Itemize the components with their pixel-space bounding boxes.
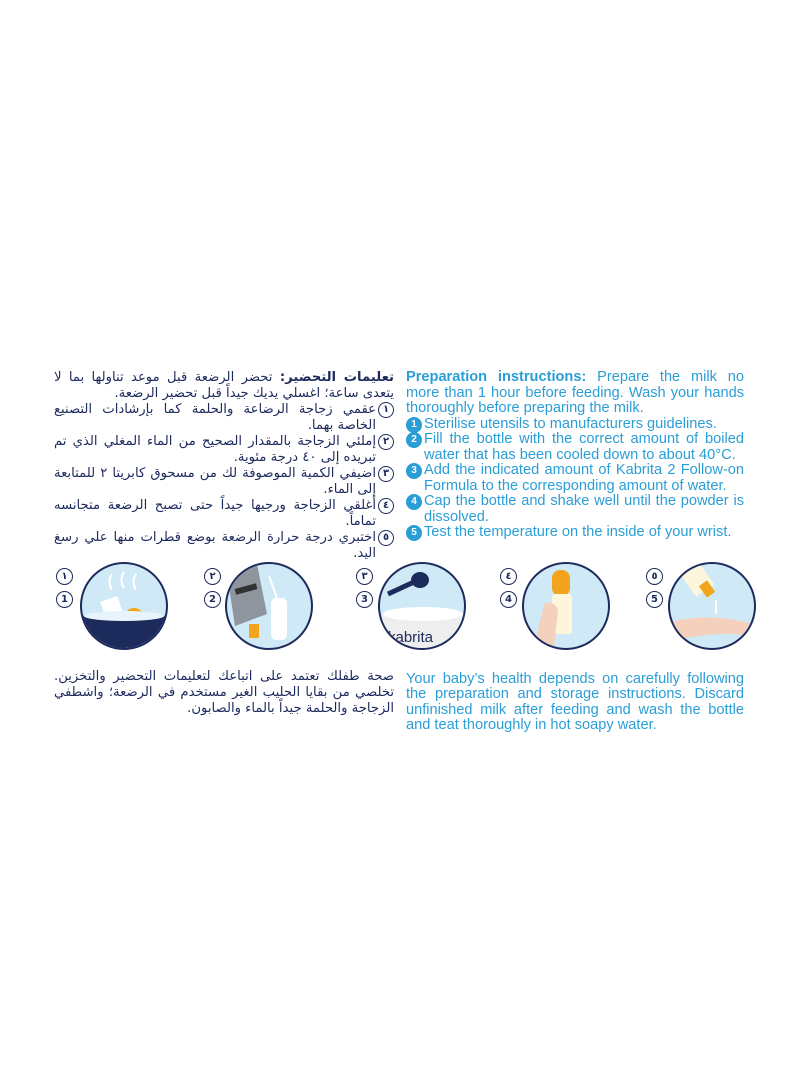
- arabic-step-3: ٣ اضيفي الكمية الموصوفة لك من مسحوق كابريتا ٢ للمتابعة إلى الماء.: [54, 466, 394, 498]
- step-5-labels: ٥ 5: [646, 568, 664, 614]
- arabic-step-4: ٤ أغلقي الزجاجة ورجيها جيداً حتى تصبح الرضعة متجانسه تماماً.: [54, 498, 394, 530]
- scoop-tin-icon: [378, 562, 466, 650]
- arabic-heading: تعليمات التحضير:: [279, 370, 395, 385]
- english-step-5: 5 Test the temperature on the inside of your wrist.: [406, 525, 744, 541]
- step-1-labels: ١ 1: [56, 568, 74, 614]
- step-3-labels: ٣ 3: [356, 568, 374, 614]
- wrist-test-icon: [668, 562, 756, 650]
- arabic-step-5: ٥ اختبري درجة حرارة الرضعة بوضع قطرات منها علي رسغ اليد.: [54, 530, 394, 562]
- arabic-intro: تحضر الرضعة قبل موعد تناولها بما لا يتعدى ساعة؛ اغسلي يديك جيداً قبل تحضير الرضعة.: [54, 370, 394, 401]
- arabic-footer: صحة طفلك تعتمد على اتباعك لتعليمات التحضير والتخزين. تخلصي من بقايا الحليب الغير مستخدم في الرضعة؛ واشطفي الزجاجة والحلمة جيداً بالماء والصابون.: [54, 669, 394, 717]
- english-step-3: 3 Add the indicated amount of Kabrita 2 Follow-on Formula to the corresponding amount of water.: [406, 463, 744, 494]
- step-4-labels: ٤ 4: [500, 568, 518, 614]
- english-step-4: 4 Cap the bottle and shake well until the powder is dissolved.: [406, 494, 744, 525]
- english-intro: Prepare the milk no more than 1 hour before feeding. Wash your hands thoroughly before preparing the milk.: [406, 369, 744, 416]
- arabic-step-1: ١ عقمي زجاجة الرضاعة والحلمة كما بإرشادات التصنيع الخاصة بهما.: [54, 402, 394, 434]
- english-step-1: 1 Sterilise utensils to manufacturers guidelines.: [406, 417, 744, 433]
- svg-text:kabrita: kabrita: [388, 629, 434, 646]
- english-heading: Preparation instructions:: [406, 369, 587, 385]
- english-instructions: [406, 370, 744, 541]
- arabic-instructions: [54, 370, 394, 562]
- step-2-labels: ٢ 2: [204, 568, 222, 614]
- illustration-strip: [0, 565, 800, 645]
- sterilise-bowl-icon: [80, 562, 168, 650]
- english-footer: Your baby’s health depends on carefully following the preparation and storage instructions. Discard unfinished milk after feeding and wash the bottle and teat thoroughly in hot soapy water.: [406, 670, 744, 734]
- arabic-step-2: ٢ إملئي الزجاجة بالمقدار الصحيح من الماء المغلي الذي تم تبريده إلى ٤٠ درجة مئوية.: [54, 434, 394, 466]
- english-step-2: 2 Fill the bottle with the correct amount of boiled water that has been cooled down to about 40°C.: [406, 432, 744, 463]
- shake-bottle-icon: [522, 562, 610, 650]
- kettle-bottle-icon: [225, 562, 313, 650]
